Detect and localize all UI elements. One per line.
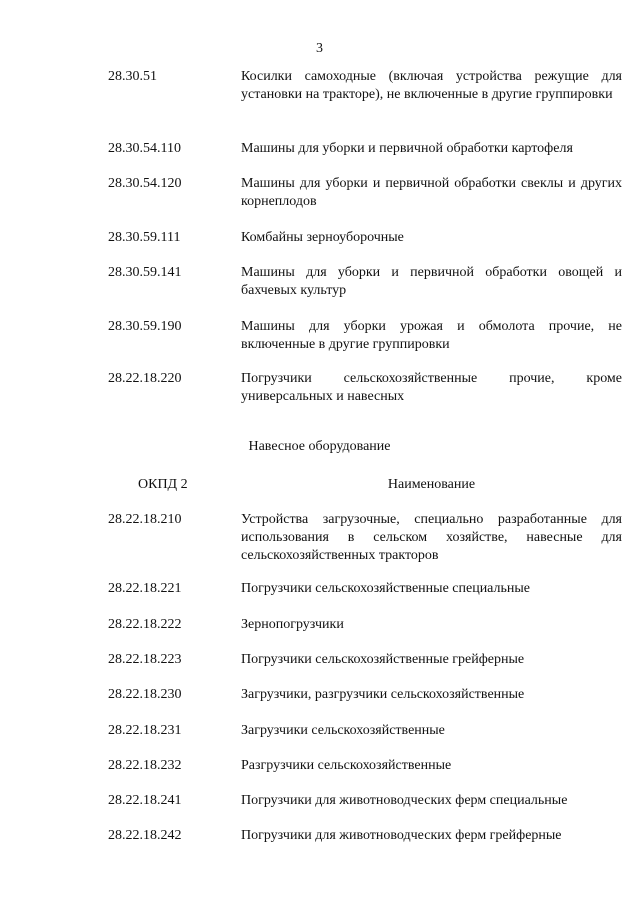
item-name: Погрузчики для животноводческих ферм грейферные (241, 828, 562, 843)
okpd-code: 28.22.18.210 (108, 512, 182, 527)
item-name: Загрузчики, разгрузчики сельскохозяйственные (241, 687, 525, 702)
okpd-code: 28.22.18.231 (108, 723, 182, 738)
okpd-code: 28.30.54.110 (108, 141, 181, 156)
page-number: 3 (316, 41, 323, 56)
item-name: Машины для уборки и первичной обработки картофеля (241, 141, 573, 156)
item-name: Машины для уборки урожая и обмолота прочие, не включенные в другие группировки (241, 319, 622, 352)
okpd-code: 28.30.59.111 (108, 230, 181, 245)
item-name: Погрузчики сельскохозяйственные прочие, кроме универсальных и навесных (241, 371, 622, 404)
okpd-code: 28.22.18.220 (108, 371, 182, 386)
okpd-code: 28.22.18.242 (108, 828, 182, 843)
column-header-name: Наименование (387, 477, 476, 492)
item-name: Загрузчики сельскохозяйственные (241, 723, 445, 738)
okpd-code: 28.30.54.120 (108, 176, 182, 191)
item-name: Погрузчики для животноводческих ферм специальные (241, 793, 568, 808)
item-name: Устройства загрузочные, специально разработанные для использования в сельском хозяйстве, навесные для сельскохозяйственных тракторов (241, 512, 622, 563)
okpd-code: 28.22.18.230 (108, 687, 182, 702)
okpd-code: 28.30.59.190 (108, 319, 182, 334)
item-name: Зернопогрузчики (241, 617, 344, 632)
item-name: Косилки самоходные (включая устройства режущие для установки на тракторе), не включенные в другие группировки (241, 69, 622, 102)
item-name: Разгрузчики сельскохозяйственные (241, 758, 452, 773)
okpd-code: 28.22.18.223 (108, 652, 182, 667)
okpd-code: 28.22.18.222 (108, 617, 182, 632)
item-name: Погрузчики сельскохозяйственные грейферные (241, 652, 525, 667)
okpd-code: 28.22.18.241 (108, 793, 182, 808)
section-title: Навесное оборудование (248, 439, 391, 454)
item-name: Машины для уборки и первичной обработки свеклы и других корнеплодов (241, 176, 622, 209)
item-name: Погрузчики сельскохозяйственные специальные (241, 581, 531, 596)
okpd-code: 28.30.59.141 (108, 265, 182, 280)
item-name: Машины для уборки и первичной обработки овощей и бахчевых культур (241, 265, 622, 298)
column-header-code: ОКПД 2 (138, 477, 188, 492)
item-name: Комбайны зерноуборочные (241, 230, 404, 245)
okpd-code: 28.22.18.232 (108, 758, 182, 773)
okpd-code: 28.30.51 (108, 69, 157, 84)
okpd-code: 28.22.18.221 (108, 581, 182, 596)
